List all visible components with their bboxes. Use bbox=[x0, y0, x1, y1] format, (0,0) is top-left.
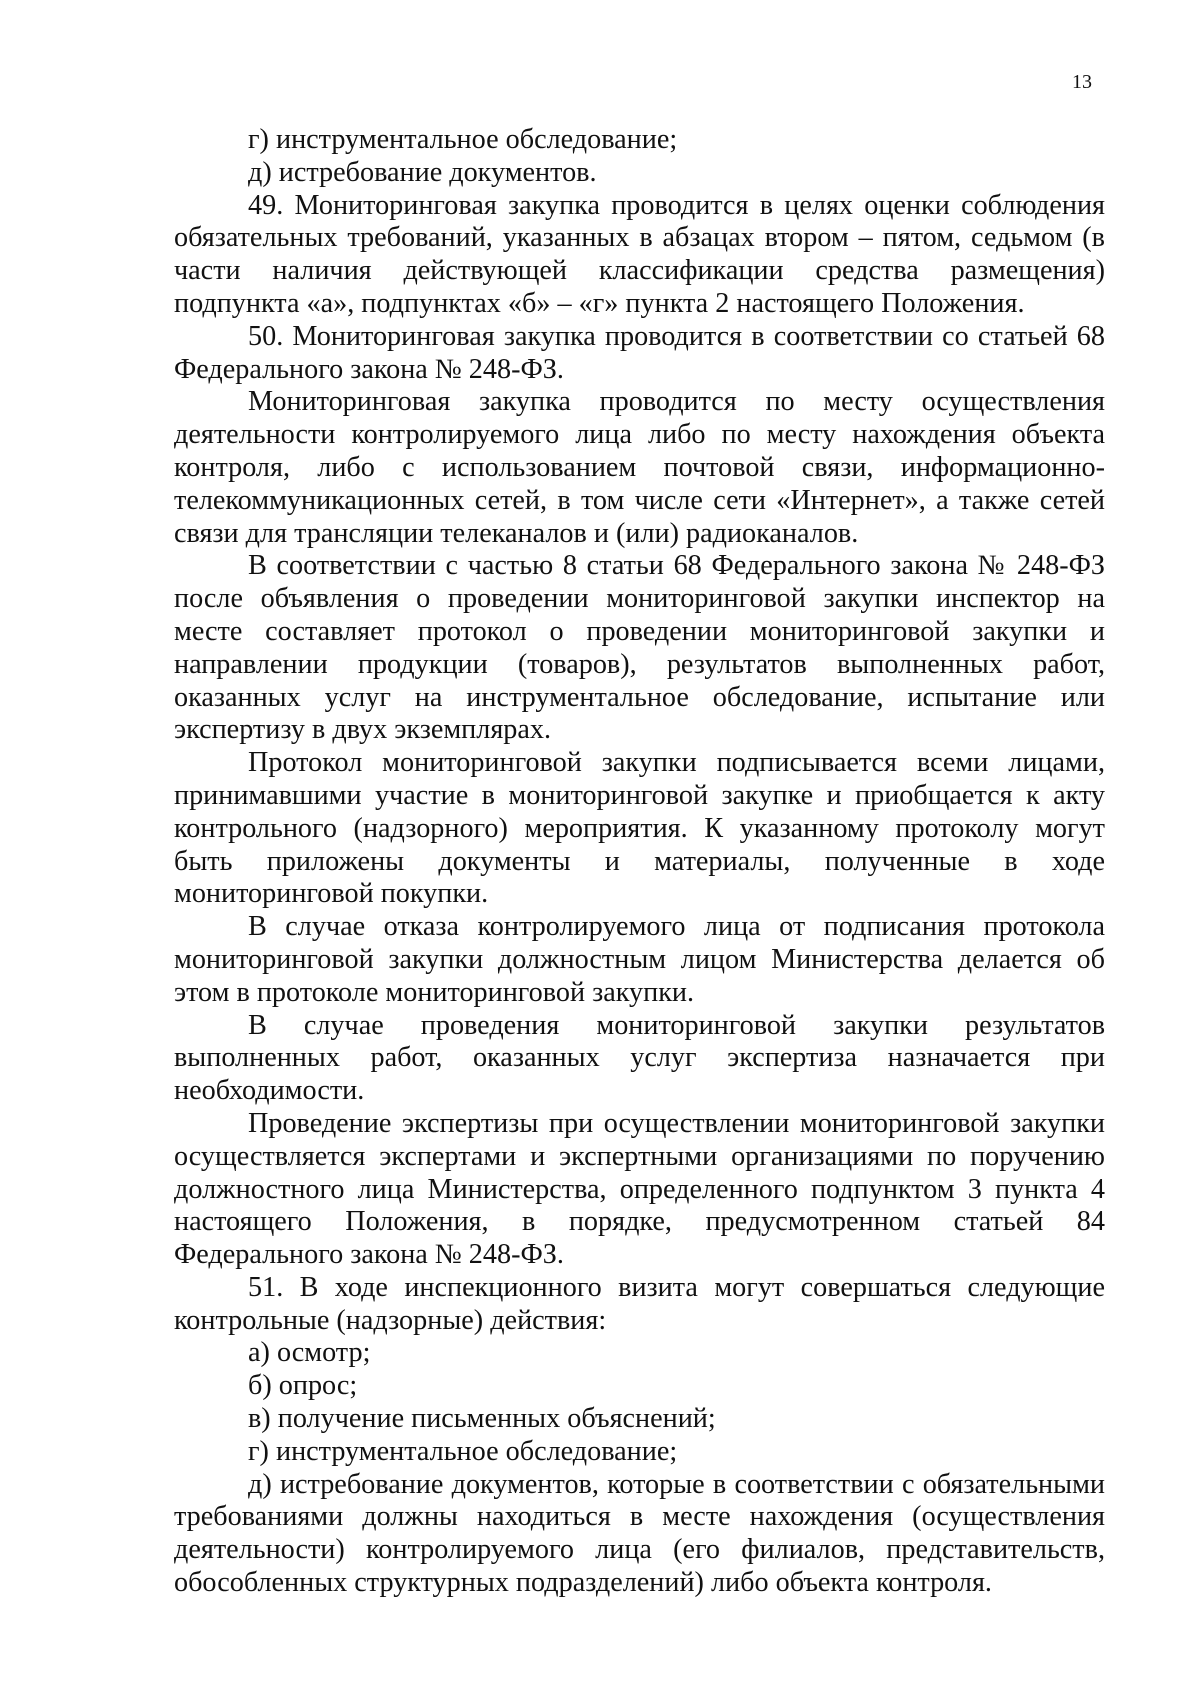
paragraph: В случае проведения мониторинговой закупки результатов выполненных работ, оказанных услуг экспертиза назначается при необходимости. bbox=[174, 1009, 1105, 1107]
paragraph: 51. В ходе инспекционного визита могут совершаться следующие контрольные (надзорные) действия: bbox=[174, 1271, 1105, 1336]
document-body bbox=[174, 124, 1105, 1600]
paragraph: 49. Мониторинговая закупка проводится в целях оценки соблюдения обязательных требований, указанных в абзацах втором – пятом, седьмом (в части наличия действующей классификации средства размещения) подпункта «а», подпунктах «б» – «г» пункта 2 настоящего Положения. bbox=[174, 189, 1105, 319]
paragraph: г) инструментальное обследование; bbox=[248, 124, 678, 155]
paragraph: Мониторинговая закупка проводится по месту осуществления деятельности контролируемого лица либо по месту нахождения объекта контроля, либо с использованием почтовой связи, информационно-телекоммуникационных сетей, в том числе сети «Интернет», а также сетей связи для трансляции телеканалов и (или) радиоканалов. bbox=[174, 386, 1105, 549]
paragraph: д) истребование документов, которые в соответствии с обязательными требованиями должны находиться в месте нахождения (осуществления деятельности) контролируемого лица (его филиалов, представительств, обособленных структурных подразделений) либо объекта контроля. bbox=[174, 1468, 1105, 1599]
paragraph: б) опрос; bbox=[248, 1370, 358, 1402]
paragraph: Проведение экспертизы при осуществлении мониторинговой закупки осуществляется экспертами и экспертными организациями по поручению должностного лица Министерства, определенного подпунктом 3 пункта 4 настоящего Положения, в порядке, предусмотренном статьей 84 Федерального закона № 248-ФЗ. bbox=[174, 1107, 1105, 1271]
paragraph: Протокол мониторинговой закупки подписывается всеми лицами, принимавшими участие в мониторинговой закупке и приобщается к акту контрольного (надзорного) мероприятия. К указанному протоколу могут быть приложены документы и материалы, полученные в ходе мониторинговой покупки. bbox=[174, 747, 1105, 910]
paragraph: В случае отказа контролируемого лица от подписания протокола мониторинговой закупки должностным лицом Министерства делается об этом в протоколе мониторинговой закупки. bbox=[174, 911, 1105, 1008]
page-number: 13 bbox=[1072, 71, 1092, 93]
paragraph: а) осмотр; bbox=[248, 1337, 371, 1369]
paragraph: в) получение письменных объяснений; bbox=[248, 1403, 716, 1435]
paragraph: г) инструментальное обследование; bbox=[248, 1435, 678, 1467]
paragraph: 50. Мониторинговая закупка проводится в соответствии со статьей 68 Федерального закона № 248-ФЗ. bbox=[174, 320, 1105, 385]
paragraph: д) истребование документов. bbox=[248, 156, 597, 188]
paragraph: В соответствии с частью 8 статьи 68 Федерального закона № 248-ФЗ после объявления о проведении мониторинговой закупки инспектор на месте составляет протокол о проведении мониторинговой закупки и направлении продукции (товаров), результатов выполненных работ, оказанных услуг на инструментальное обследование, испытание или экспертизу в двух экземплярах. bbox=[174, 550, 1105, 746]
